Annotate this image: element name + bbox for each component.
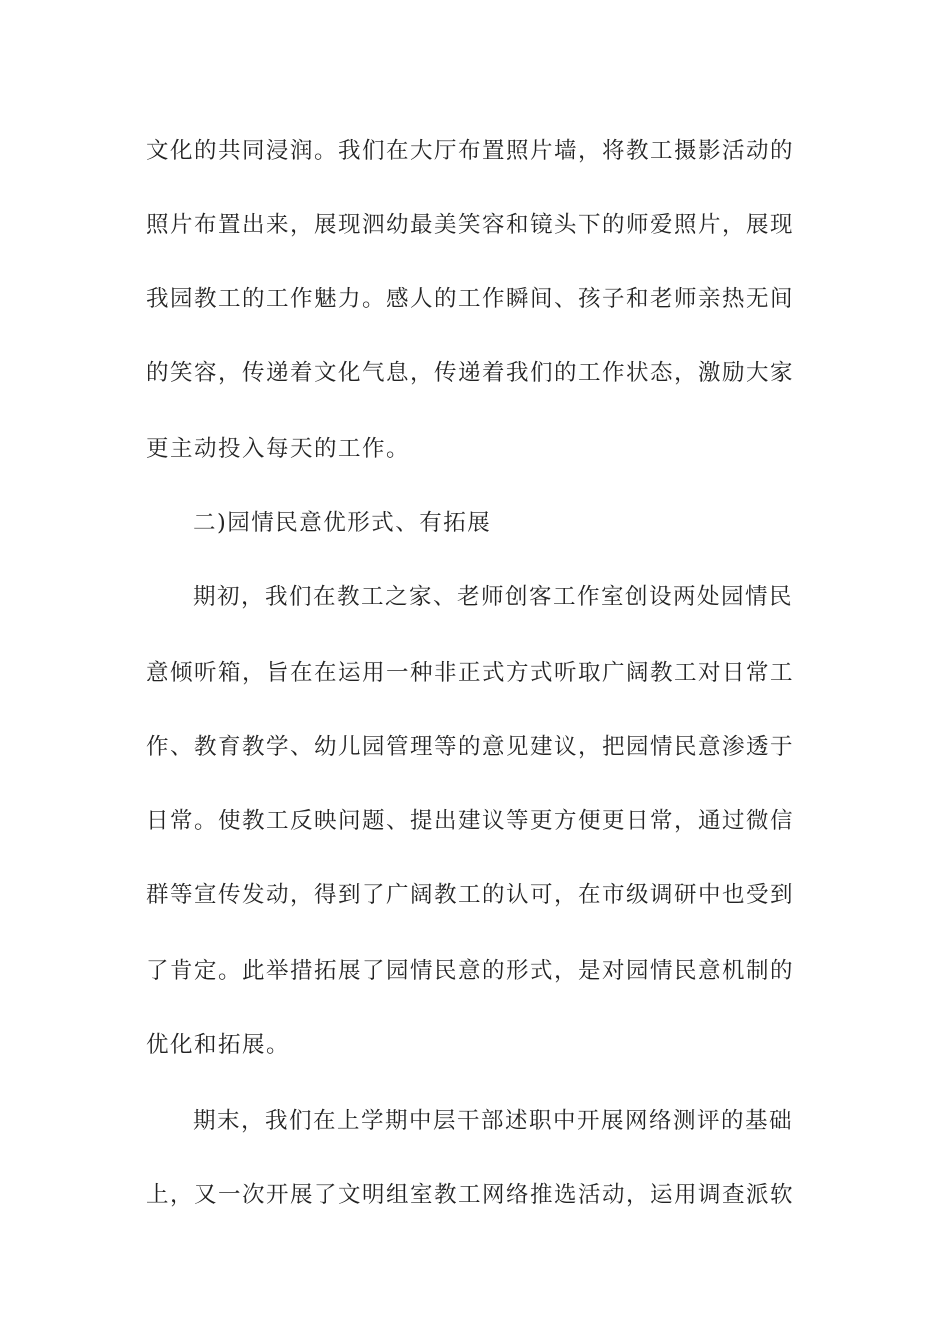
paragraph-line: 更主动投入每天的工作。 [146, 436, 411, 462]
paragraph-line: 期末，我们在上学期中层干部述职中开展网络测评的基础 [193, 1108, 794, 1134]
paragraph-line: 的笑容，传递着文化气息，传递着我们的工作状态，激励大家 [146, 360, 795, 386]
section-heading: 二)园情民意优形式、有拓展 [193, 510, 492, 536]
paragraph-line: 照片布置出来，展现泗幼最美笑容和镜头下的师爱照片，展现 [146, 212, 795, 238]
paragraph-line: 文化的共同浸润。我们在大厅布置照片墙，将教工摄影活动的 [146, 138, 795, 164]
paragraph-line: 优化和拓展。 [146, 1032, 291, 1058]
paragraph-line: 期初，我们在教工之家、老师创客工作室创设两处园情民 [193, 584, 794, 610]
paragraph-line: 上，又一次开展了文明组室教工网络推选活动，运用调查派软 [146, 1182, 795, 1208]
paragraph-line: 作、教育教学、幼儿园管理等的意见建议，把园情民意渗透于 [146, 734, 795, 760]
paragraph-line: 了肯定。此举措拓展了园情民意的形式，是对园情民意机制的 [146, 958, 795, 984]
paragraph-line: 日常。使教工反映问题、提出建议等更方便更日常，通过微信 [146, 808, 795, 834]
paragraph-line: 我园教工的工作魅力。感人的工作瞬间、孩子和老师亲热无间 [146, 286, 795, 312]
paragraph-line: 群等宣传发动，得到了广阔教工的认可，在市级调研中也受到 [146, 882, 795, 908]
paragraph-line: 意倾听箱，旨在在运用一种非正式方式听取广阔教工对日常工 [146, 660, 795, 686]
